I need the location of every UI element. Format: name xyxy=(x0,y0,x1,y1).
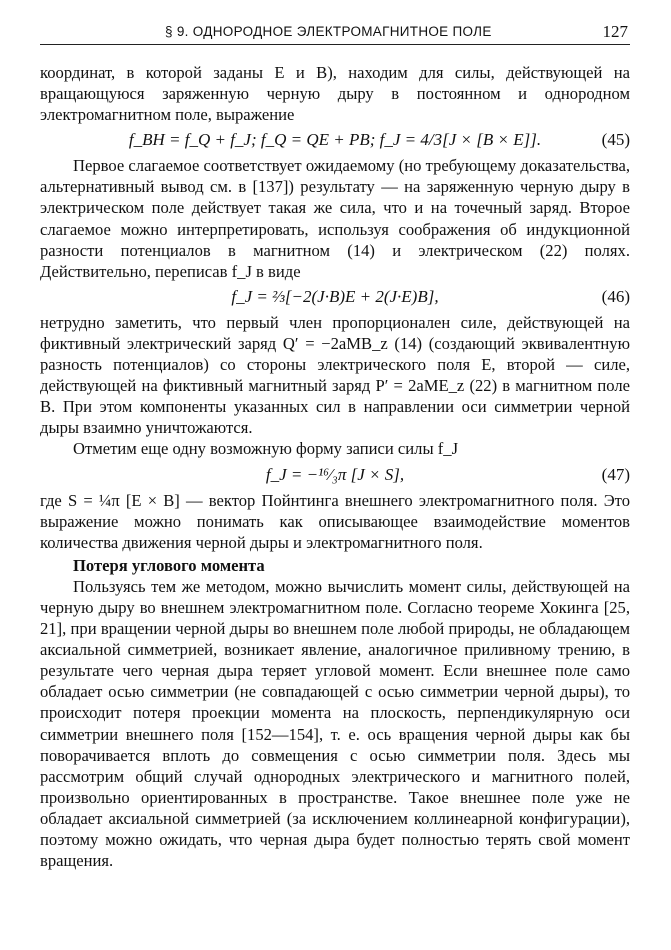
equation-46-expression: f_J = ⅔[−2(J·B)E + 2(J·E)B], xyxy=(231,286,439,306)
page-body xyxy=(40,62,630,871)
page-number: 127 xyxy=(602,22,628,41)
equation-45 xyxy=(40,125,630,155)
page-header xyxy=(40,18,630,45)
running-head: § 9. ОДНОРОДНОЕ ЭЛЕКТРОМАГНИТНОЕ ПОЛЕ xyxy=(165,24,492,39)
equation-45-expression: f_BH = f_Q + f_J; f_Q = QE + PB; f_J = 4/3[J × [B × E]]. xyxy=(128,130,542,150)
paragraph-4: Отметим еще одну возможную форму записи силы f_J xyxy=(73,439,459,459)
equation-47-number: (47) xyxy=(601,464,630,484)
paragraph-2: Первое слагаемое соответствует ожидаемому (но требующему доказательства, альтернативный вывод см. в [137]) результату — на заряженную черную дыру в электрическом поле действует такая же сила, что и на точечный заряд. Второе слагаемое можно интерпретировать, используя соображения об индукционной разности потенциалов в магнитном (14) и электрическом (22) полях. Действительно, переписав f_J в виде xyxy=(40,156,630,281)
paragraph-5: где S = ¼π [E × B] — вектор Пойнтинга внешнего электромагнитного поля. Это выражение можно понимать как описывающее взаимодействие моментов количества движения черной дыры и электромагнитного поля. xyxy=(40,490,630,552)
equation-46 xyxy=(40,282,630,312)
paragraph-6: Пользуясь тем же методом, можно вычислить момент силы, действующей на черную дыру во внешнем электромагнитном поле. Согласно теореме Хокинга [25, 21], при вращении черной дыры во внешнем поле любой природы, не обладающем аксиальной симметрией, возникает явление, аналогичное приливному трению, в результате чего черная дыра теряет угловой момент. Если внешнее поле само обладает осью симметрии (не совпадающей с осью симметрии черной дыры), то происходит потеря проекции момента на плоскость, перпендикулярную оси симметрии внешнего поля [152—154], т. е. ось вращения черной дыры как бы поворачивается вплоть до совмещения с осью симметрии поля. Здесь мы рассмотрим общий случай однородных электрического и магнитного полей, произвольно ориентированных в пространстве. Такое внешнее поле уже не обладает аксиальной симметрией (за исключением коллинеарной конфигурации), поэтому можно ожидать, что черная дыра будет полностью терять свой момент вращения. xyxy=(40,576,630,871)
paragraph-3: нетрудно заметить, что первый член пропорционален силе, действующей на фиктивный электрический заряд Q′ = −2aMB_z (14) (создающий эквивалентную разность потенциалов) со стороны электрического поля E, второй — силе, действующей на фиктивный магнитный заряд P′ = 2aME_z (22) в магнитном поле B. При этом компоненты указанных сил в направлении оси симметрии черной дыры взаимно уничтожаются. xyxy=(40,312,630,438)
equation-46-number: (46) xyxy=(601,286,630,306)
paragraph-1: координат, в которой заданы E и B), находим для силы, действующей на вращающуюся заряженную черную дыру в постоянном и однородном электромагнитном поле, выражение xyxy=(40,63,630,125)
equation-47 xyxy=(40,460,630,490)
equation-45-number: (45) xyxy=(601,130,630,150)
section-title: Потеря углового момента xyxy=(73,555,265,575)
equation-47-expression: f_J = −¹⁶⁄₃π [J × S], xyxy=(265,464,405,484)
